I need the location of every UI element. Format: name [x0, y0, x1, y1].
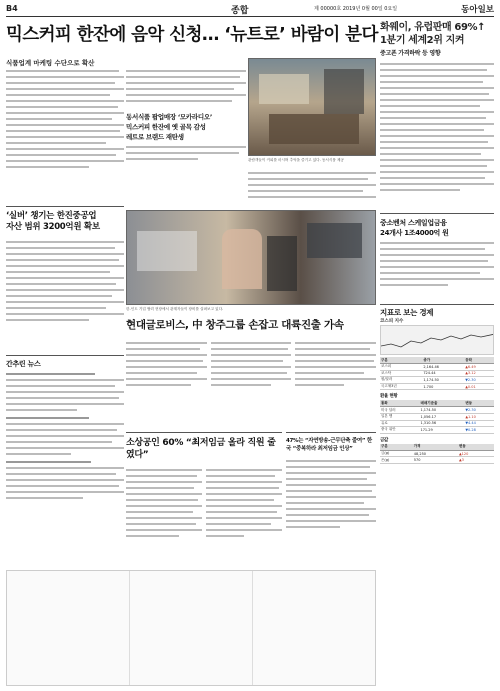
market-cell: ▲0.01	[464, 383, 494, 390]
market-header-2: 등락	[464, 357, 494, 364]
rate-cell: 1,310.56	[419, 420, 464, 427]
rate-header-1: 매매기준율	[419, 400, 464, 407]
rate-cell: 171.29	[419, 427, 464, 434]
article-wage	[286, 432, 376, 566]
price-cell: ▲3	[458, 457, 494, 464]
hanjin-headline: ‘실버’ 챙기는 한진중공업	[6, 211, 97, 221]
rate-cell: 일본 엔	[380, 413, 419, 420]
rate-cell: 1,056.17	[419, 413, 464, 420]
huawei-headline: 화웨이, 유럽판매 69%↑	[380, 22, 486, 33]
globis-headline: 현대글로비스, 中 창주그룹 손잡고 대륙진출 가속	[126, 319, 344, 331]
lead-body-col2	[126, 68, 246, 164]
price-cell: ▲120	[458, 450, 494, 457]
right-column	[380, 21, 494, 464]
rate-row	[380, 413, 494, 420]
price-cell: 570	[413, 457, 458, 464]
rate-cell: ▲1.10	[464, 413, 494, 420]
market-cell: 2,164.46	[422, 364, 464, 371]
rate-cell: 미국 달러	[380, 407, 419, 414]
scaleup-headline: 중소벤처 스케일업금융	[380, 219, 447, 227]
lead-subhead-3: 레트로 브랜드 재탄생	[126, 133, 184, 141]
rate-cell: 1,174.50	[419, 407, 464, 414]
market-cell: 코스피	[380, 364, 422, 371]
issue-date: 제 00000호 2019년 0월 00일 0요일	[314, 6, 398, 12]
market-row	[380, 370, 494, 377]
masthead	[6, 3, 494, 17]
page-number: B4	[6, 4, 18, 13]
price-title: 금값	[380, 437, 389, 443]
market-cell: 국고채3년	[380, 383, 422, 390]
lead-kicker: 식품업계 마케팅 수단으로 확산	[6, 59, 95, 67]
price-cell: 금(g)	[380, 450, 413, 457]
market-cell: 1.700	[422, 383, 464, 390]
price-row	[380, 450, 494, 457]
rate-row	[380, 427, 494, 434]
rate-title: 환율 현황	[380, 394, 398, 400]
price-cell: 은(g)	[380, 457, 413, 464]
market-subtitle: 코스피 지수	[380, 319, 404, 324]
rate-cell: ▼4.44	[464, 420, 494, 427]
market-header-0: 구분	[380, 357, 422, 364]
hanjin-subhead: 자산 범위 3200억원 확보	[6, 222, 100, 232]
price-table	[380, 444, 494, 464]
section-name: 종합	[231, 6, 249, 16]
smallbiz-headline: 소상공인 60% “최저임금 올라 직원 줄였다”	[126, 438, 276, 460]
globis-body	[126, 338, 376, 428]
lead-subhead-1: 동서식품 팝업매장 ‘모카라디오’	[126, 113, 212, 121]
market-row	[380, 364, 494, 371]
market-sparkline	[380, 325, 494, 355]
wage-headline: 47%는 “자연방송-근무단축 줄여” 한국 “중복하라 최저임금 인상”	[286, 438, 372, 452]
rate-header-0: 통화	[380, 400, 419, 407]
market-row	[380, 377, 494, 384]
market-cell: ▲6.49	[464, 364, 494, 371]
rate-header-2: 변동	[464, 400, 494, 407]
market-cell: ▲3.12	[464, 370, 494, 377]
market-cell: 1,174.50	[422, 377, 464, 384]
briefs-title: 간추린 뉴스	[6, 360, 41, 368]
market-table	[380, 357, 494, 390]
globis-photo	[126, 210, 376, 305]
lead-body-col3	[248, 170, 376, 208]
market-box	[380, 304, 494, 464]
market-cell: 724.44	[422, 370, 464, 377]
price-header-1: 가격	[413, 444, 458, 451]
price-header-0: 구분	[380, 444, 413, 451]
newspaper-logo: 동아일보	[461, 5, 494, 15]
rate-cell: 중국 위안	[380, 427, 419, 434]
rate-cell: ▼0.28	[464, 427, 494, 434]
price-row	[380, 457, 494, 464]
briefs-box	[6, 355, 124, 564]
market-cell: ▼2.30	[464, 377, 494, 384]
lead-photo-caption: 관람객들이 커피를 마시며 추억을 즐기고 있다. 동서식품 제공	[248, 158, 344, 162]
market-title: 지표로 보는 경제	[380, 308, 434, 317]
market-cell: 코스닥	[380, 370, 422, 377]
market-row	[380, 383, 494, 390]
advertisement-area	[6, 570, 376, 686]
lead-body-col1	[6, 68, 124, 198]
globis-photo-caption: 한-인도 기업 협력 현장에서 관계자들이 장비를 살펴보고 있다.	[126, 307, 224, 311]
lead-headline: 믹스커피 한잔에 음악 신청… ‘뉴트로’ 바람이 분다	[6, 25, 378, 45]
price-header-2: 변동	[458, 444, 494, 451]
lead-subhead-2: 믹스커피 한잔에 옛 골목 감성	[126, 123, 206, 131]
price-cell: 48,250	[413, 450, 458, 457]
scaleup-headline-2: 24개사 1조4000억 원	[380, 229, 449, 237]
huawei-headline-2: 1분기 세계2위 지켜	[380, 35, 465, 46]
rate-table	[380, 400, 494, 433]
market-header-1: 종가	[422, 357, 464, 364]
rate-row	[380, 420, 494, 427]
scaleup-box	[380, 213, 494, 300]
huawei-subhead: 중고폰 가격하락 등 영향	[380, 50, 441, 57]
rate-row	[380, 407, 494, 414]
lead-photo	[248, 58, 376, 156]
market-cell: 원/달러	[380, 377, 422, 384]
article-smallbiz	[126, 432, 282, 577]
rate-cell: 유로	[380, 420, 419, 427]
rate-cell: ▼2.30	[464, 407, 494, 414]
article-hanjin	[6, 206, 124, 367]
